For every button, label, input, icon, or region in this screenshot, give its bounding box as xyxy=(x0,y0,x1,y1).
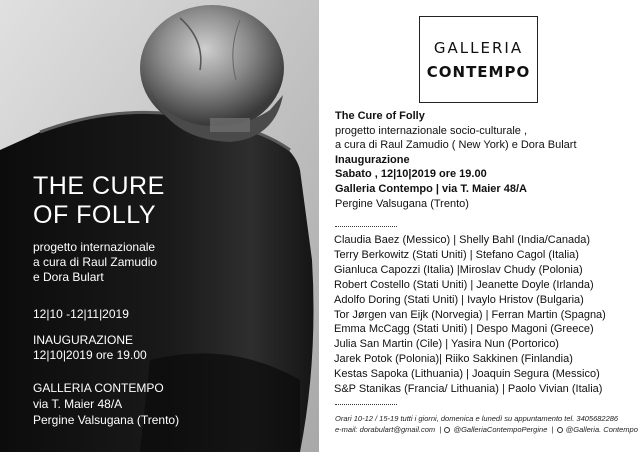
left-poster-panel xyxy=(0,0,319,452)
divider-bottom xyxy=(335,404,397,405)
artist-line: Emma McCagg (Stati Uniti) | Despo Magoni (Greece) xyxy=(334,323,594,336)
poster-title-line2: OF FOLLY xyxy=(33,201,157,229)
artists-list xyxy=(334,233,606,397)
artist-line: Gianluca Capozzi (Italia) |Miroslav Chudy (Polonia) xyxy=(334,263,583,276)
poster-dates: 12|10 -12|11|2019 xyxy=(33,307,129,321)
gallery-logo xyxy=(419,16,538,103)
exhibition-info xyxy=(335,109,577,211)
info-line2: progetto internazionale socio-culturale , xyxy=(335,124,528,137)
artist-line: Kestas Sapoka (Lithuania) | Joaquin Segura (Messico) xyxy=(334,368,600,381)
poster-inaug-date: 12|10|2019 ore 19.00 xyxy=(33,348,147,362)
artist-line: Tor Jørgen van Eijk (Norvegia) | Ferran Martin (Spagna) xyxy=(334,308,606,321)
poster-venue-city: Pergine Valsugana (Trento) xyxy=(33,413,180,427)
artist-line: Julia San Martin (Cile) | Yasira Nun (Portorico) xyxy=(334,338,559,351)
artist-line: Robert Costello (Stati Uniti) | Jeanette Doyle (Irlanda) xyxy=(334,278,594,291)
footer-contacts xyxy=(335,413,638,435)
divider-top xyxy=(335,226,397,227)
right-info-panel xyxy=(319,0,640,452)
facebook-icon xyxy=(444,427,450,433)
poster-inauguration xyxy=(33,333,147,363)
artist-line: Adolfo Doring (Stati Uniti) | Ivaylo Hristov (Bulgaria) xyxy=(334,293,584,306)
logo-line1: GALLERIA xyxy=(433,38,524,57)
poster-venue-street: via T. Maier 48/A xyxy=(33,397,123,411)
footer-instagram[interactable]: @Galleria. Contempo xyxy=(565,425,638,434)
poster-desc-line1: progetto internazionale xyxy=(33,240,156,254)
info-inaug-date: Sabato , 12|10|2019 ore 19.00 xyxy=(335,168,487,181)
artist-line: Terry Berkowitz (Stati Uniti) | Stefano Cagol (Italia) xyxy=(334,248,579,261)
instagram-icon xyxy=(557,427,563,433)
footer-facebook[interactable]: @GalleriaContempoPergine xyxy=(453,425,548,434)
poster-desc-line3: e Dora Bulart xyxy=(33,270,104,284)
info-venue: Galleria Contempo | via T. Maier 48/A xyxy=(335,182,527,195)
artist-line: Jarek Potok (Polonia)| Riiko Sakkinen (Finlandia) xyxy=(334,353,573,366)
logo-line2: CONTEMPO xyxy=(426,62,531,81)
info-inaug-label: Inaugurazione xyxy=(335,153,410,166)
footer-contact-line: e-mail: dorabulart@gmail.com | @GalleriaContempoPergine | @Galleria. Contempo xyxy=(335,425,638,434)
poster-inaug-label: INAUGURAZIONE xyxy=(33,333,134,347)
info-city: Pergine Valsugana (Trento) xyxy=(335,197,469,210)
artist-line: S&P Stanikas (Francia/ Lithuania) | Paolo Vivian (Italia) xyxy=(334,383,603,396)
info-line3: a cura di Raul Zamudio ( New York) e Dora Bulart xyxy=(335,139,577,152)
poster-venue-name: GALLERIA CONTEMPO xyxy=(33,381,164,395)
poster-venue xyxy=(33,380,179,428)
artist-line: Claudia Baez (Messico) | Shelly Bahl (India/Canada) xyxy=(334,234,590,246)
info-title: The Cure of Folly xyxy=(335,110,425,122)
footer-hours: Orari 10-12 / 15-19 tutti i giorni, domenica e lunedì su appuntamento tel. 3405682286 xyxy=(335,414,619,423)
poster-description xyxy=(33,240,157,285)
poster-desc-line2: a cura di Raul Zamudio xyxy=(33,255,158,269)
footer-email[interactable]: e-mail: dorabulart@gmail.com xyxy=(335,425,436,434)
poster-title-line1: THE CURE xyxy=(33,172,165,200)
